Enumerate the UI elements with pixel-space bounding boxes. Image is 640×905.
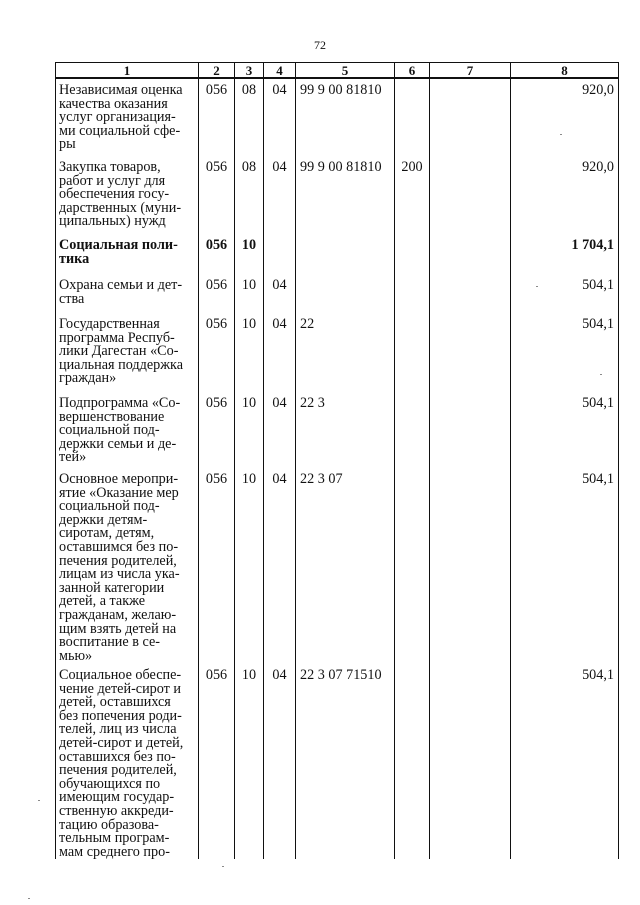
table-row	[56, 274, 619, 313]
row-vr	[395, 234, 430, 274]
row-csr: 22 3 07 71510	[296, 664, 395, 859]
header-col-8: 8	[511, 63, 619, 79]
row-pr: 04	[264, 664, 296, 859]
header-col-3: 3	[235, 63, 264, 79]
row-rz: 10	[235, 313, 264, 392]
scan-speck	[600, 374, 602, 375]
row-rz: 10	[235, 234, 264, 274]
row-ved: 056	[199, 392, 235, 468]
row-amount: 504,1	[511, 313, 619, 392]
row-name	[56, 234, 199, 274]
row-col7	[430, 78, 511, 156]
row-pr: 04	[264, 156, 296, 234]
scan-speck	[222, 866, 224, 867]
row-col7	[430, 274, 511, 313]
row-name	[56, 274, 199, 313]
row-name-text: Социальная поли- тика	[59, 237, 178, 267]
row-rz: 08	[235, 78, 264, 156]
row-ved: 056	[199, 664, 235, 859]
row-rz: 10	[235, 274, 264, 313]
row-col7	[430, 468, 511, 664]
row-rz: 08	[235, 156, 264, 234]
table-row	[56, 664, 619, 859]
row-vr	[395, 313, 430, 392]
row-pr: 04	[264, 274, 296, 313]
row-name-text: Охрана семьи и дет- ства	[59, 277, 183, 307]
row-csr	[296, 274, 395, 313]
row-csr: 22 3 07	[296, 468, 395, 664]
row-col7	[430, 392, 511, 468]
budget-table	[55, 62, 619, 859]
row-name	[56, 156, 199, 234]
row-name-text: Закупка товаров, работ и услуг для обеспечения госу- дарственных (муни- ципальных) нужд	[59, 159, 182, 230]
row-vr	[395, 78, 430, 156]
header-col-6: 6	[395, 63, 430, 79]
table-row	[56, 156, 619, 234]
table-row	[56, 392, 619, 468]
row-ved: 056	[199, 313, 235, 392]
row-amount: 920,0	[511, 78, 619, 156]
table-row	[56, 313, 619, 392]
row-csr: 22	[296, 313, 395, 392]
row-ved: 056	[199, 468, 235, 664]
row-name	[56, 313, 199, 392]
row-name-text: Социальное обеспе- чение детей-сирот и детей, оставшихся без попечения роди- телей, лиц из числа детей-сирот и детей, оставшихся без по- печения родителей, обучающихся по имеющим государ- ственную аккреди- тацию образова- тельным програм- мам среднего про-	[59, 667, 184, 860]
scan-speck	[28, 898, 30, 899]
row-rz: 10	[235, 468, 264, 664]
header-col-2: 2	[199, 63, 235, 79]
page-number: 72	[314, 38, 326, 52]
row-ved: 056	[199, 234, 235, 274]
row-vr	[395, 392, 430, 468]
row-col7	[430, 664, 511, 859]
row-vr	[395, 274, 430, 313]
row-ved: 056	[199, 274, 235, 313]
row-vr	[395, 468, 430, 664]
row-amount: 504,1	[511, 274, 619, 313]
row-pr: 04	[264, 392, 296, 468]
row-csr	[296, 234, 395, 274]
row-name-text: Основное меропри- ятие «Оказание мер социальной под- держки детям- сиротам, детям, оставшимся без по- печения родителей, лицам из числа ука- занной категории детей, а также гражданам, желаю- щим взять детей на воспитание в се- мью»	[59, 471, 180, 664]
row-rz: 10	[235, 664, 264, 859]
row-csr: 22 3	[296, 392, 395, 468]
row-ved: 056	[199, 156, 235, 234]
row-csr: 99 9 00 81810	[296, 156, 395, 234]
row-pr: 04	[264, 468, 296, 664]
row-pr: 04	[264, 78, 296, 156]
row-name	[56, 78, 199, 156]
row-amount: 920,0	[511, 156, 619, 234]
table-row	[56, 78, 619, 156]
row-amount: 504,1	[511, 468, 619, 664]
row-vr	[395, 664, 430, 859]
row-amount: 1 704,1	[511, 234, 619, 274]
header-col-7: 7	[430, 63, 511, 79]
table-row	[56, 234, 619, 274]
row-vr: 200	[395, 156, 430, 234]
header-col-4: 4	[264, 63, 296, 79]
scan-speck	[38, 800, 40, 801]
row-col7	[430, 313, 511, 392]
row-name-text: Государственная программа Респуб- лики Дагестан «Со- циальная поддержка граждан»	[59, 316, 184, 387]
row-rz: 10	[235, 392, 264, 468]
row-name	[56, 468, 199, 664]
row-name	[56, 392, 199, 468]
scan-speck	[536, 286, 538, 287]
row-name	[56, 664, 199, 859]
scan-speck	[560, 134, 562, 135]
row-pr	[264, 234, 296, 274]
row-amount: 504,1	[511, 664, 619, 859]
row-ved: 056	[199, 78, 235, 156]
row-csr: 99 9 00 81810	[296, 78, 395, 156]
header-col-5: 5	[296, 63, 395, 79]
header-row	[56, 63, 619, 79]
row-amount: 504,1	[511, 392, 619, 468]
row-name-text: Подпрограмма «Со- вершенствование социальной под- держки семьи и де- тей»	[59, 395, 181, 466]
row-col7	[430, 156, 511, 234]
row-col7	[430, 234, 511, 274]
row-name-text: Независимая оценка качества оказания услуг организация- ми социальной сфе- ры	[59, 82, 183, 153]
header-col-1: 1	[56, 63, 199, 79]
row-pr: 04	[264, 313, 296, 392]
budget-table-container	[55, 62, 618, 860]
table-row	[56, 468, 619, 664]
